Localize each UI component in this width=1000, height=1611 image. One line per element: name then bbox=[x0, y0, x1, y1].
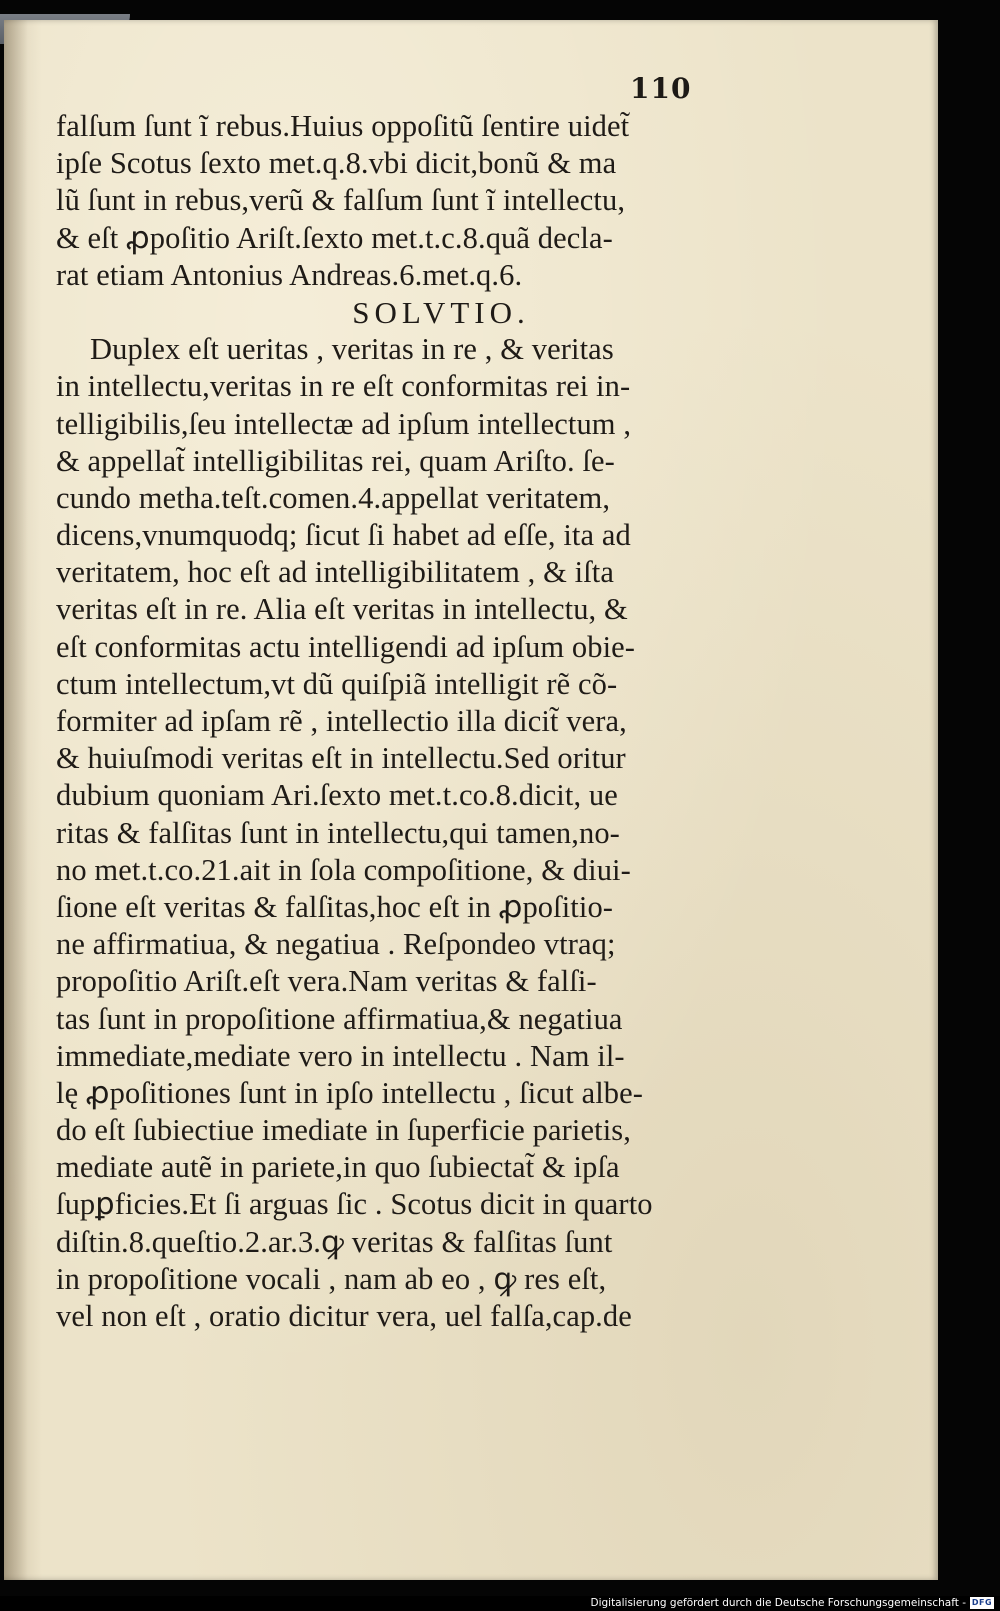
text-line: dicens,vnumquodq; ſicut ſi habet ad eſſe, ita ad bbox=[56, 518, 631, 553]
text-line: & huiuſmodi veritas eſt in intellectu.Sed oritur bbox=[56, 741, 626, 776]
text-line: ſione eſt veritas & falſitas,hoc eſt in ꝓpoſitio- bbox=[56, 889, 614, 924]
text-line: rat etiam Antonius Andreas.6.met.q.6. bbox=[56, 257, 523, 292]
text-line: ne affirmatiua, & negatiua . Reſpondeo vtraq; bbox=[56, 927, 616, 962]
text-line: ipſe Scotus ſexto met.q.8.vbi dicit,bonũ & ma bbox=[56, 146, 617, 181]
section-heading: SOLVTIO. bbox=[352, 294, 530, 330]
page-text bbox=[56, 108, 756, 1335]
text-line: & appellat̃ intelligibilitas rei, quam Ariſto. ſe- bbox=[56, 443, 615, 478]
spine-shadow bbox=[4, 20, 28, 1580]
text-line: eſt conformitas actu intelligendi ad ipſum obie- bbox=[56, 629, 636, 664]
text-line: ritas & falſitas ſunt in intellectu,qui tamen,no- bbox=[56, 815, 620, 850]
text-line: dubium quoniam Ari.ſexto met.t.co.8.dicit, ue bbox=[56, 778, 618, 813]
text-line: ſupꝑficies.Et ſi arguas ſic . Scotus dicit in quarto bbox=[56, 1187, 653, 1222]
text-line: & eſt ꝓpoſitio Ariſt.ſexto met.t.c.8.quã decla- bbox=[56, 220, 613, 255]
text-line: in intellectu,veritas in re eſt conformitas rei in- bbox=[56, 369, 631, 404]
text-line: veritatem, hoc eſt ad intelligibilitatem , & iſta bbox=[56, 555, 614, 590]
text-line: propoſitio Ariſt.eſt vera.Nam veritas & falſi- bbox=[56, 964, 597, 999]
text-line: Duplex eſt ueritas , veritas in re , & veritas bbox=[90, 332, 614, 367]
digitization-credit: Digitalisierung gefördert durch die Deutsche Forschungsgemeinschaft - bbox=[590, 1597, 966, 1609]
text-line: do eſt ſubiectiue imediate in ſuperficie parietis, bbox=[56, 1113, 631, 1148]
text-line: cundo metha.teſt.comen.4.appellat veritatem, bbox=[56, 480, 611, 515]
text-line: vel non eſt , oratio dicitur vera, uel falſa,cap.de bbox=[56, 1299, 632, 1333]
text-line: telligibilis,ſeu intellectæ ad ipſum intellectum , bbox=[56, 406, 632, 441]
text-line: in propoſitione vocali , nam ab eo , ꝙ res eſt, bbox=[56, 1261, 607, 1296]
page-number: 110 bbox=[630, 72, 692, 105]
text-line: lę ꝓpoſitiones ſunt in ipſo intellectu , ſicut albe- bbox=[56, 1075, 644, 1110]
dfg-logo: DFG bbox=[971, 1598, 993, 1607]
text-line: mediate autẽ in pariete,in quo ſubiectat̃ & ipſa bbox=[56, 1150, 620, 1185]
text-line: no met.t.co.21.ait in ſola compoſitione, & diui- bbox=[56, 852, 631, 887]
text-line: formiter ad ipſam rẽ , intellectio illa dicit̃ vera, bbox=[56, 704, 627, 738]
text-line: tas ſunt in propoſitione affirmatiua,& negatiua bbox=[56, 1001, 623, 1036]
text-line: ctum intellectum,vt dũ quiſpiã intelligit rẽ cõ- bbox=[56, 666, 618, 701]
text-line: lũ ſunt in rebus,verũ & falſum ſunt ĩ intellectu, bbox=[56, 183, 626, 218]
text-line: diſtin.8.queſtio.2.ar.3.ꝙ veritas & falſitas ſunt bbox=[56, 1224, 613, 1259]
text-line: veritas eſt in re. Alia eſt veritas in intellectu, & bbox=[56, 592, 628, 627]
text-line: immediate,mediate vero in intellectu . Nam il- bbox=[56, 1038, 625, 1073]
text-line: falſum ſunt ĩ rebus.Huius oppoſitũ ſentire uidet̃ bbox=[56, 109, 630, 143]
